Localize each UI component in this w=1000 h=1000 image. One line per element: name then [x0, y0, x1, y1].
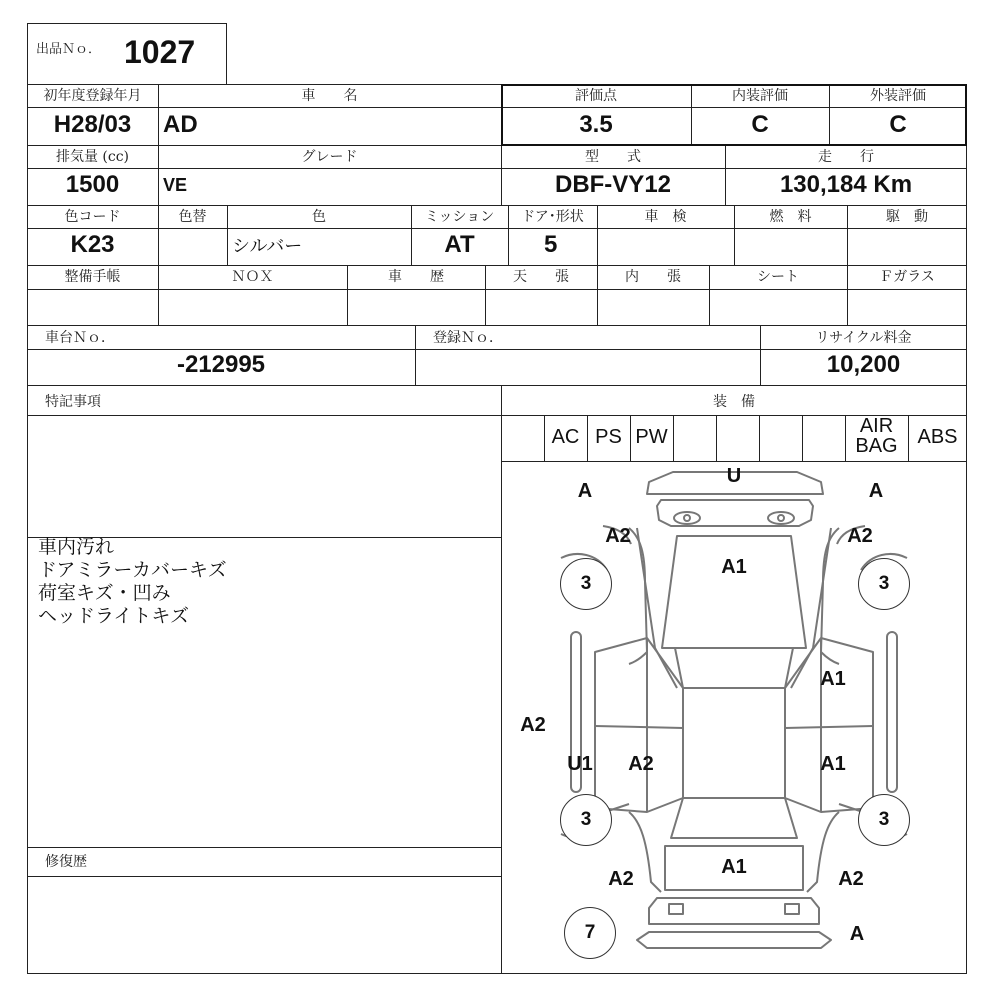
note-line: ヘッドライトキズ — [38, 605, 190, 627]
tire-tread-front-left: 3 — [560, 558, 612, 610]
damage-mark: A1 — [721, 556, 747, 578]
car-name-label: 車 名 — [301, 88, 358, 104]
grade-label: グレード — [301, 149, 358, 165]
inspection-label: 車 検 — [644, 209, 687, 225]
damage-mark: A2 — [628, 753, 654, 775]
mission-label: ミッション — [424, 209, 495, 225]
displacement-value: 1500 — [65, 171, 120, 198]
chassis-number-label: 車台Ｎｏ． — [45, 330, 115, 346]
maintenance-book-label: 整備手帳 — [64, 269, 121, 285]
equipment-ps: PS — [595, 426, 622, 448]
grid-line — [802, 415, 803, 461]
recycle-fee-label: リサイクル料金 — [815, 330, 912, 346]
damage-mark: A2 — [838, 868, 864, 890]
seat-label: シート — [757, 269, 799, 285]
grid-line — [27, 415, 967, 416]
damage-mark: U1 — [567, 753, 593, 775]
grid-line — [27, 205, 967, 206]
damage-mark: A2 — [608, 868, 634, 890]
lot-number-label: 出品Ｎｏ． — [36, 42, 102, 57]
damage-mark: A2 — [605, 525, 631, 547]
registration-number-label: 登録Ｎｏ． — [433, 330, 503, 346]
interior-grade-value: C — [751, 111, 769, 138]
tire-tread-front-right: 3 — [858, 558, 910, 610]
equipment-airbag: AIR BAG — [855, 415, 898, 457]
color-code-label: 色コード — [64, 209, 121, 225]
tire-tread-rear-left: 3 — [560, 794, 612, 846]
score-value: 3.5 — [579, 111, 613, 138]
ceiling-label: 天 張 — [513, 269, 569, 285]
score-label: 評価点 — [575, 88, 617, 104]
repair-history-label: 修復歴 — [45, 854, 87, 870]
damage-mark: A1 — [721, 856, 747, 878]
color-change-label: 色替 — [178, 209, 207, 225]
grid-line — [27, 325, 967, 326]
front-glass-label: Ｆガラス — [879, 269, 935, 285]
grid-line — [673, 415, 674, 461]
grid-line — [759, 415, 760, 461]
damage-mark: A — [577, 480, 593, 502]
registration-label: 初年度登録年月 — [43, 88, 142, 104]
damage-mark: A1 — [820, 753, 846, 775]
notes-list — [38, 536, 227, 628]
note-line: 車内汚れ — [38, 536, 115, 558]
grid-line — [27, 385, 967, 386]
note-line: ドアミラーカバーキズ — [38, 559, 227, 581]
grid-line — [27, 168, 967, 169]
exterior-grade-value: C — [889, 111, 907, 138]
damage-mark: A1 — [820, 668, 846, 690]
model-value: DBF-VY12 — [554, 171, 672, 198]
displacement-label: 排気量 (cc) — [55, 149, 130, 165]
color-code-value: K23 — [70, 231, 115, 258]
grade-value: VE — [163, 175, 188, 195]
interior-trim-label: 内 張 — [625, 269, 681, 285]
grid-line — [716, 415, 717, 461]
door-label: ドア･形状 — [521, 209, 584, 225]
fuel-label: 燃 料 — [769, 209, 812, 225]
drive-label: 駆 動 — [886, 209, 928, 225]
grid-line — [27, 228, 967, 229]
damage-mark: A2 — [520, 714, 546, 736]
interior-grade-label: 内装評価 — [732, 88, 788, 104]
chassis-number-value: -212995 — [176, 351, 266, 378]
mission-value: AT — [444, 231, 475, 258]
damage-mark: U — [726, 465, 742, 487]
equipment-pw: PW — [635, 426, 668, 448]
grid-line — [27, 876, 501, 877]
spare-tire-tread: 7 — [564, 907, 616, 959]
damage-mark: A — [849, 923, 865, 945]
car-name-value: AD — [163, 111, 198, 138]
grid-line — [27, 847, 501, 848]
grid-line — [27, 265, 967, 266]
special-notes-label: 特記事項 — [45, 394, 101, 410]
car-damage-diagram — [501, 462, 967, 974]
door-value: 5 — [544, 231, 558, 258]
color-label: 色 — [312, 209, 326, 225]
grid-line — [27, 289, 967, 290]
vehicle-history-label: 車 歴 — [388, 269, 444, 285]
mileage-label: 走 行 — [818, 149, 874, 165]
equipment-ac: AC — [551, 426, 580, 448]
model-label: 型 式 — [585, 149, 641, 165]
damage-mark: A2 — [847, 525, 873, 547]
equipment-label: 装 備 — [713, 394, 755, 410]
color-value: シルバー — [232, 236, 303, 256]
exterior-grade-label: 外装評価 — [870, 88, 926, 104]
tire-tread-rear-right: 3 — [858, 794, 910, 846]
lot-number-value: 1027 — [124, 34, 196, 70]
recycle-fee-value: 10,200 — [826, 351, 901, 378]
mileage-value: 130,184 Km — [779, 171, 913, 198]
registration-value: H28/03 — [53, 111, 132, 138]
nox-label: ＮＯＸ — [231, 269, 274, 285]
grid-line — [415, 325, 416, 385]
damage-mark: A — [868, 480, 884, 502]
note-line: 荷室キズ・凹み — [38, 582, 171, 604]
equipment-abs: ABS — [917, 426, 958, 448]
